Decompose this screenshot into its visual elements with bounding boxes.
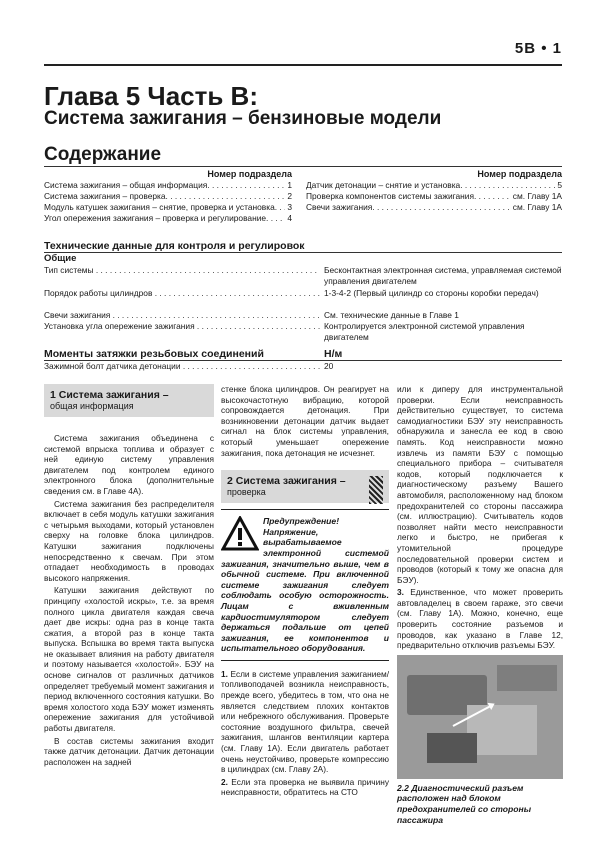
torque-unit: Н/м xyxy=(324,348,343,360)
toc-column-header: Номер подраздела xyxy=(477,169,562,179)
item-number: 3. xyxy=(397,587,404,598)
spec-value: См. технические данные в Главе 1 xyxy=(324,310,459,320)
diagnostic-connector-photo xyxy=(397,655,563,779)
toc-item-number: 2 xyxy=(287,191,292,201)
torque-row xyxy=(44,361,564,372)
page-number: 5B • 1 xyxy=(514,40,562,57)
toc-item-title: Система зажигания – общая информация xyxy=(44,180,208,190)
toc-item[interactable] xyxy=(44,213,292,224)
paragraph: стенке блока цилиндров. Он реагирует на высокочастотную вибрацию, которой сопровождается детонация. При возникновении детонации датчик выдает сигнал на блок системы управления, который уменьшает опережение зажигания, пока детонация не исчезнет. xyxy=(221,384,389,458)
paragraph: Катушки зажигания действуют по принципу «холостой искры», т.е. за время полного цикла двигателя каждая свеча дает две искры: одна раз в конце такта сжатия, а второй раз в конце такта выпуска. Вспышка во время такта выпуска не оказывает влияния на работу двигателя и поэтому называется «холостой». БЭУ на основе сигналов от различных датчиков определяет требуемый момент зажигания и период включенного состояния катушки. Во время холостого хода БЭУ может изменять опережение зажигания для устойчивой работы двигателя. xyxy=(44,585,214,734)
spec-label: Свечи зажигания . . . xyxy=(44,310,320,321)
numbered-item xyxy=(397,587,563,651)
toc-column-header: Номер подраздела xyxy=(207,169,292,179)
spec-row xyxy=(44,288,564,310)
tech-general-heading: Общие xyxy=(44,253,77,264)
toc-item-title: Датчик детонации – снятие и установка xyxy=(306,180,461,190)
toc-item[interactable] xyxy=(44,202,292,213)
item-number: 1. xyxy=(221,668,228,679)
torque-heading: Моменты затяжки резьбовых соединений xyxy=(44,348,264,360)
section-2-title: 2 Система зажигания – xyxy=(227,475,346,488)
spec-value: Бесконтактная электронная система, управляемая системой управления двигателем xyxy=(324,265,562,286)
warning-triangle-icon xyxy=(221,516,259,552)
chapter-subtitle: Система зажигания – бензиновые модели xyxy=(44,108,442,129)
item-text: Если эта проверка не выявила причину неисправности, обратитесь на СТО xyxy=(221,776,389,798)
text-column-2 xyxy=(221,384,389,800)
header-rule xyxy=(44,64,562,66)
toc-right-column xyxy=(306,168,562,213)
spec-row xyxy=(44,265,564,287)
toc-item-number: 4 xyxy=(287,213,292,223)
spec-label: Тип системы . . . xyxy=(44,265,320,276)
toc-item-number: 1 xyxy=(287,180,292,190)
toc-heading: Содержание xyxy=(44,144,162,165)
paragraph: Система зажигания объединена с системой впрыска топлива и образует с ней единую систему управления двигателем под контролем единого электронного блока (дополнительные сведения см. в Главе 4A). xyxy=(44,433,214,496)
numbered-item xyxy=(221,669,389,775)
section-1-title: 1 Система зажигания – xyxy=(50,389,169,401)
item-text: Если в системе управления зажиганием/топливоподачей возникла неисправность, прежде всего, убедитесь в том, что она не является следствием плохих контактов или небрежного обслуживания. Проверьте состояние воздушного фильтра, свечей зажигания, шлангов вентиляции картера (см. Главу 1A). Если двигатель работает очень неустойчиво, проверьте компрессию в цилиндрах (см. Главу 2A). xyxy=(221,668,389,775)
text-column-3 xyxy=(397,384,563,825)
hatch-marker-icon xyxy=(369,476,383,504)
section-2-subtitle: проверка xyxy=(227,487,266,498)
spec-row xyxy=(44,321,564,343)
toc-item-number: 3 xyxy=(287,202,292,212)
section-2-header xyxy=(221,470,389,503)
toc-item[interactable] xyxy=(306,191,562,202)
toc-item-title: Проверка компонентов системы зажигания xyxy=(306,191,474,201)
section-1-header xyxy=(44,384,214,417)
item-text: Единственное, что может проверить автовладелец в своем гараже, это свечи (см. Главу 1A). Можно, конечно, еще проверить состояние разъемов и проводов, как указано в Главе 12, предварительно отключив разъемы БЭУ. xyxy=(397,587,563,651)
toc-item[interactable] xyxy=(306,180,562,191)
toc-item[interactable] xyxy=(306,202,562,213)
spec-row xyxy=(44,310,564,321)
spec-value: Контролируется электронной системой управления двигателем xyxy=(324,321,525,342)
numbered-item xyxy=(221,777,389,798)
warning-text: Предупреждение! Напряжение, вырабатываемое электронной системой зажигания, значительно выше, чем в обычной системе. При включенной системе зажигания следует соблюдать особую осторожность. Лицам с вживленным кардиостимулятором следует держаться подальше от цепей зажигания, ее компонентов и испытательного оборудования. xyxy=(221,516,389,654)
torque-label: Зажимной болт датчика детонации . . . xyxy=(44,361,320,372)
toc-item[interactable] xyxy=(44,180,292,191)
spec-value: 1-3-4-2 (Первый цилиндр со стороны коробки передач) xyxy=(324,288,539,298)
toc-item-number: 5 xyxy=(557,180,562,190)
toc-item-title: Система зажигания – проверка xyxy=(44,191,166,201)
toc-item-title: Угол опережения зажигания – проверка и регулирование xyxy=(44,213,267,223)
tech-rule xyxy=(44,252,562,253)
item-number: 2. xyxy=(221,776,228,787)
toc-item-number: см. Главу 1А xyxy=(512,202,562,212)
spec-label: Установка угла опережение зажигания . . . xyxy=(44,321,320,332)
text-column-1 xyxy=(44,384,214,769)
chapter-title: Глава 5 Часть B: xyxy=(44,81,258,111)
paragraph: Система зажигания без распределителя включает в себя модуль катушки зажигания с четырьмя выходами, который установлен сверху на головке блока цилиндров. Катушки зажигания подключены непосредственно к свечам. При этом отпадает необходимость в проводах высокого напряжения. xyxy=(44,498,214,583)
paragraph: или к диперу для инструментальной проверки. Если неисправность действительно существует, то система самодиагностики БЭУ эту неисправность обнаружила и занесла ее код в свою память. Код неисправности можно извлечь из памяти БЭУ с помощью специального прибора – считывателя кодов, который подключается к диагностическому разъему Вашего автомобиля, расположенному над блоком предохранителей со стороны пассажира (см. иллюстрацию). Считыватель кодов позволяет найти место неисправности легко и быстро, не прибегая к утомительной процедуре последовательной проверки систем и проводов (который к тому же опасна для БЭУ). xyxy=(397,384,563,585)
toc-left-column xyxy=(44,168,292,224)
photo-caption: 2.2 Диагностический разъем расположен над блоком предохранителей со стороны пассажира xyxy=(397,782,532,825)
warning-box xyxy=(221,509,389,661)
toc-item[interactable] xyxy=(44,191,292,202)
section-1-subtitle: общая информация xyxy=(50,401,134,411)
toc-item-title: Модуль катушек зажигания – снятие, проверка и установка xyxy=(44,202,275,212)
toc-rule xyxy=(44,166,562,167)
paragraph: В состав системы зажигания входит также датчик детонации. Датчик детонации расположен на задней xyxy=(44,735,214,767)
toc-item-number: см. Главу 1А xyxy=(512,191,562,201)
spec-label: Порядок работы цилиндров . . . xyxy=(44,288,320,299)
torque-value: 20 xyxy=(324,361,334,371)
toc-item-title: Свечи зажигания xyxy=(306,202,373,212)
tech-heading: Технические данные для контроля и регулировок xyxy=(44,240,305,252)
